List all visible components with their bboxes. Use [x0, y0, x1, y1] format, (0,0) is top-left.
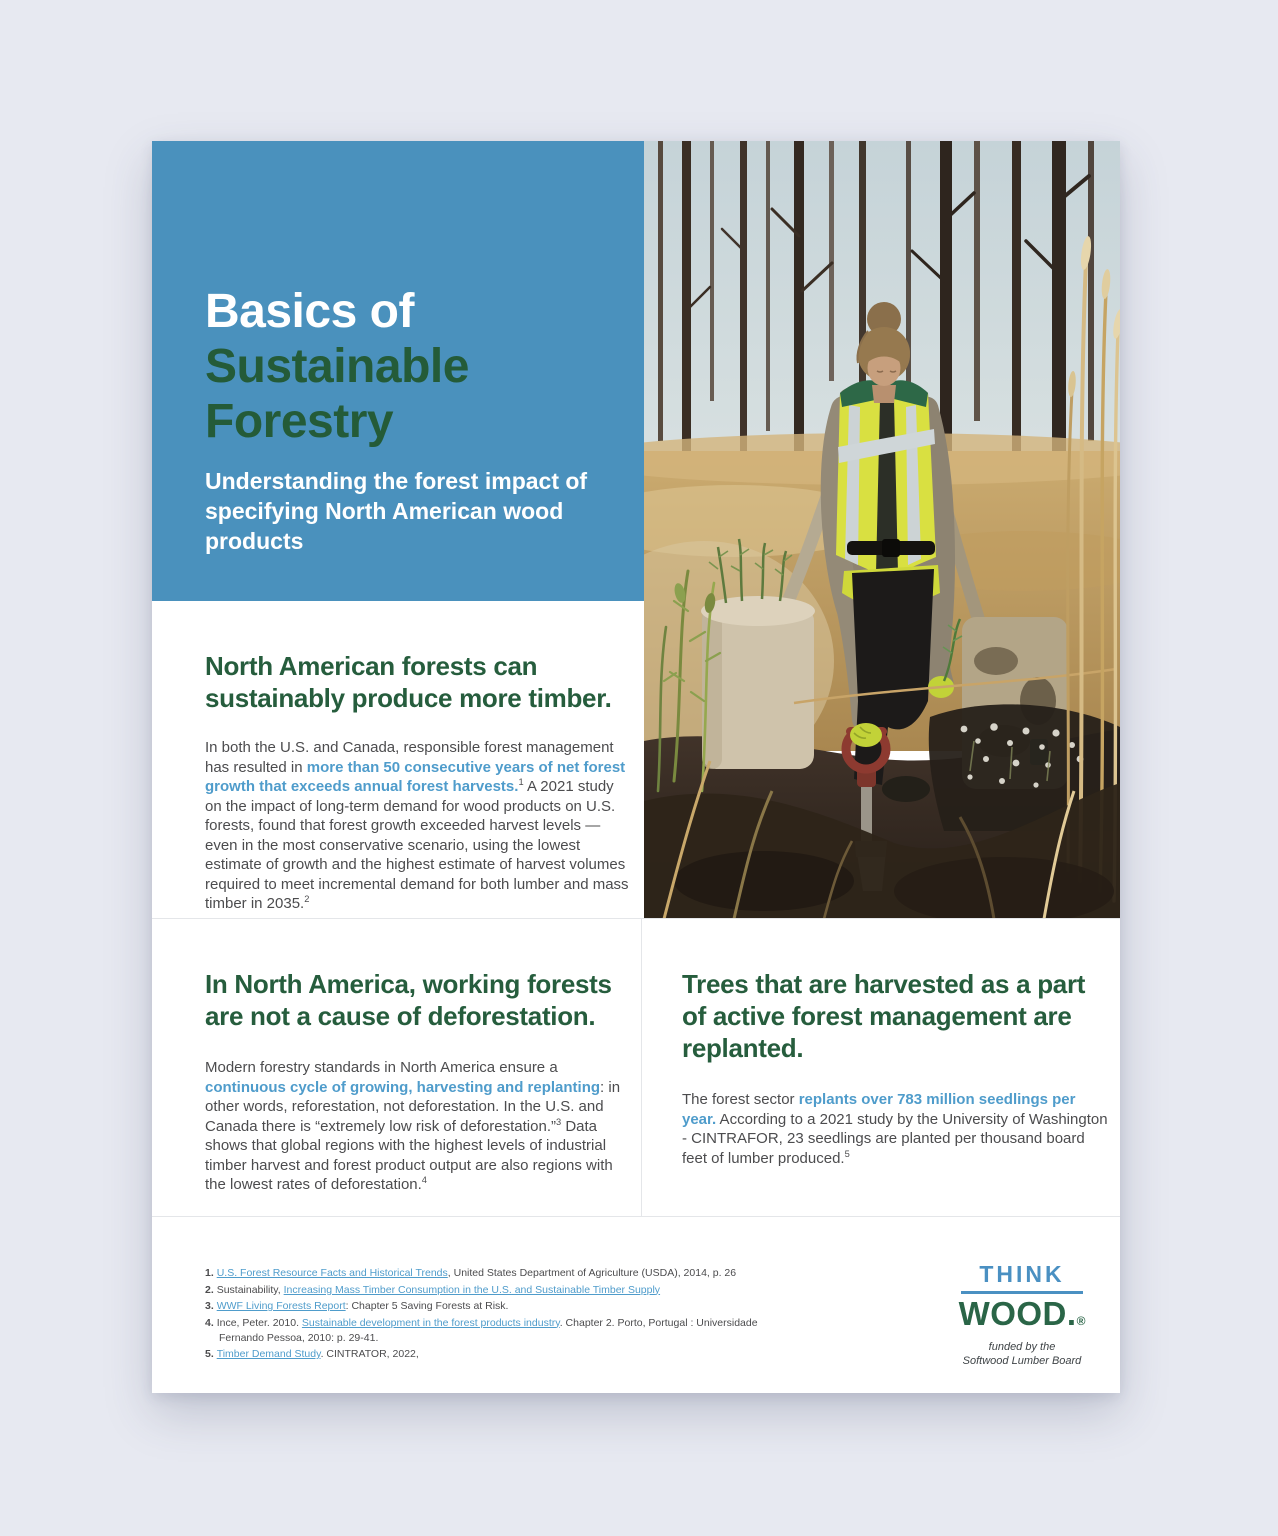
footnote: 3. WWF Living Forests Report: Chapter 5 Saving Forests at Risk. — [205, 1300, 509, 1312]
title-line-green: Sustainable Forestry — [205, 340, 469, 448]
section-replanted — [682, 968, 1114, 1168]
footnote-link[interactable]: Increasing Mass Timber Consumption in the U.S. and Sustainable Timber Supply — [283, 1283, 661, 1296]
footnote-link[interactable]: Timber Demand Study — [216, 1348, 321, 1360]
title-line-white: Basics of — [205, 285, 414, 338]
section-heading: In North America, working forests are not a cause of deforestation. — [205, 969, 612, 1031]
footnote: 1. U.S. Forest Resource Facts and Historical Trends, United States Department of Agriculture (USDA), 2014, p. 26 — [205, 1267, 737, 1279]
section-heading: Trees that are harvested as a part of active forest management are replanted. — [682, 969, 1086, 1063]
thinkwood-logo — [924, 1261, 1120, 1368]
page-subtitle: Understanding the forest impact of specifying North American wood products — [205, 468, 588, 554]
footnote-link[interactable]: U.S. Forest Resource Facts and Historical Trends — [216, 1267, 448, 1279]
logo-think-text: THINK — [979, 1261, 1065, 1287]
footnote: 5. Timber Demand Study. CINTRATOR, 2022, — [205, 1348, 419, 1360]
footnote: 2. Sustainability, Increasing Mass Timber Consumption in the U.S. and Sustainable Timber Supply — [205, 1283, 661, 1296]
horizontal-divider — [152, 918, 1120, 919]
section-deforestation — [205, 968, 643, 1195]
footnote: 4. Ince, Peter. 2010. Sustainable development in the forest products industry. Chapter 2. Porto, Portugal : Universidade Fernando Pessoa, 2010: p. 29-41. — [205, 1316, 758, 1344]
section-heading: North American forests can sustainably produce more timber. — [205, 651, 612, 713]
section-paragraph: Modern forestry standards in North America ensure a continuous cycle of growing, harvesting and replanting: in other words, reforestation, not deforestation. In the U.S. and Canada there is “extremely low risk of deforestation.”$^3$ Data shows that global regions with the highest levels of industrial timber harvest and forest product output are also regions with the lowest rates of deforestation.$^4$ — [205, 1059, 621, 1193]
horizontal-divider — [152, 1216, 1120, 1217]
section-more-timber — [205, 650, 643, 914]
footnotes-list — [205, 1266, 805, 1364]
tree-planter-illustration — [644, 141, 1120, 919]
hero-banner — [152, 141, 644, 601]
section-paragraph: In both the U.S. and Canada, responsible forest management has resulted in more than 50 consecutive years of net forest growth that exceeds annual forest harvests.$^1$ A 2021 study on the impact of long-term demand for wood products on U.S. forests, found that forest growth exceeded harvest levels — even in the most conservative scenario, using the lowest estimate of growth and the highest estimate of harvest volumes required to meet incremental demand for both lumber and mass timber in 2035.$^2$ — [205, 739, 629, 912]
logo-tagline: funded by the Softwood Lumber Board — [962, 1340, 1082, 1367]
flyer-page — [152, 141, 1120, 1393]
section-paragraph: The forest sector replants over 783 million seedlings per year. According to a 2021 study by the University of Washington - CINTRAFOR, 23 seedlings are planted per thousand board feet of lumber produced.$^5$ — [682, 1091, 1108, 1167]
footnote-link[interactable]: WWF Living Forests Report — [216, 1300, 346, 1312]
logo-wood-text: WOOD.® — [958, 1294, 1086, 1332]
page-title — [205, 284, 535, 449]
footnote-link[interactable]: Sustainable development in the forest products industry — [301, 1316, 560, 1329]
logo-underline — [961, 1291, 1083, 1294]
registered-mark: ® — [1076, 1313, 1086, 1328]
hero-photo — [644, 141, 1120, 919]
